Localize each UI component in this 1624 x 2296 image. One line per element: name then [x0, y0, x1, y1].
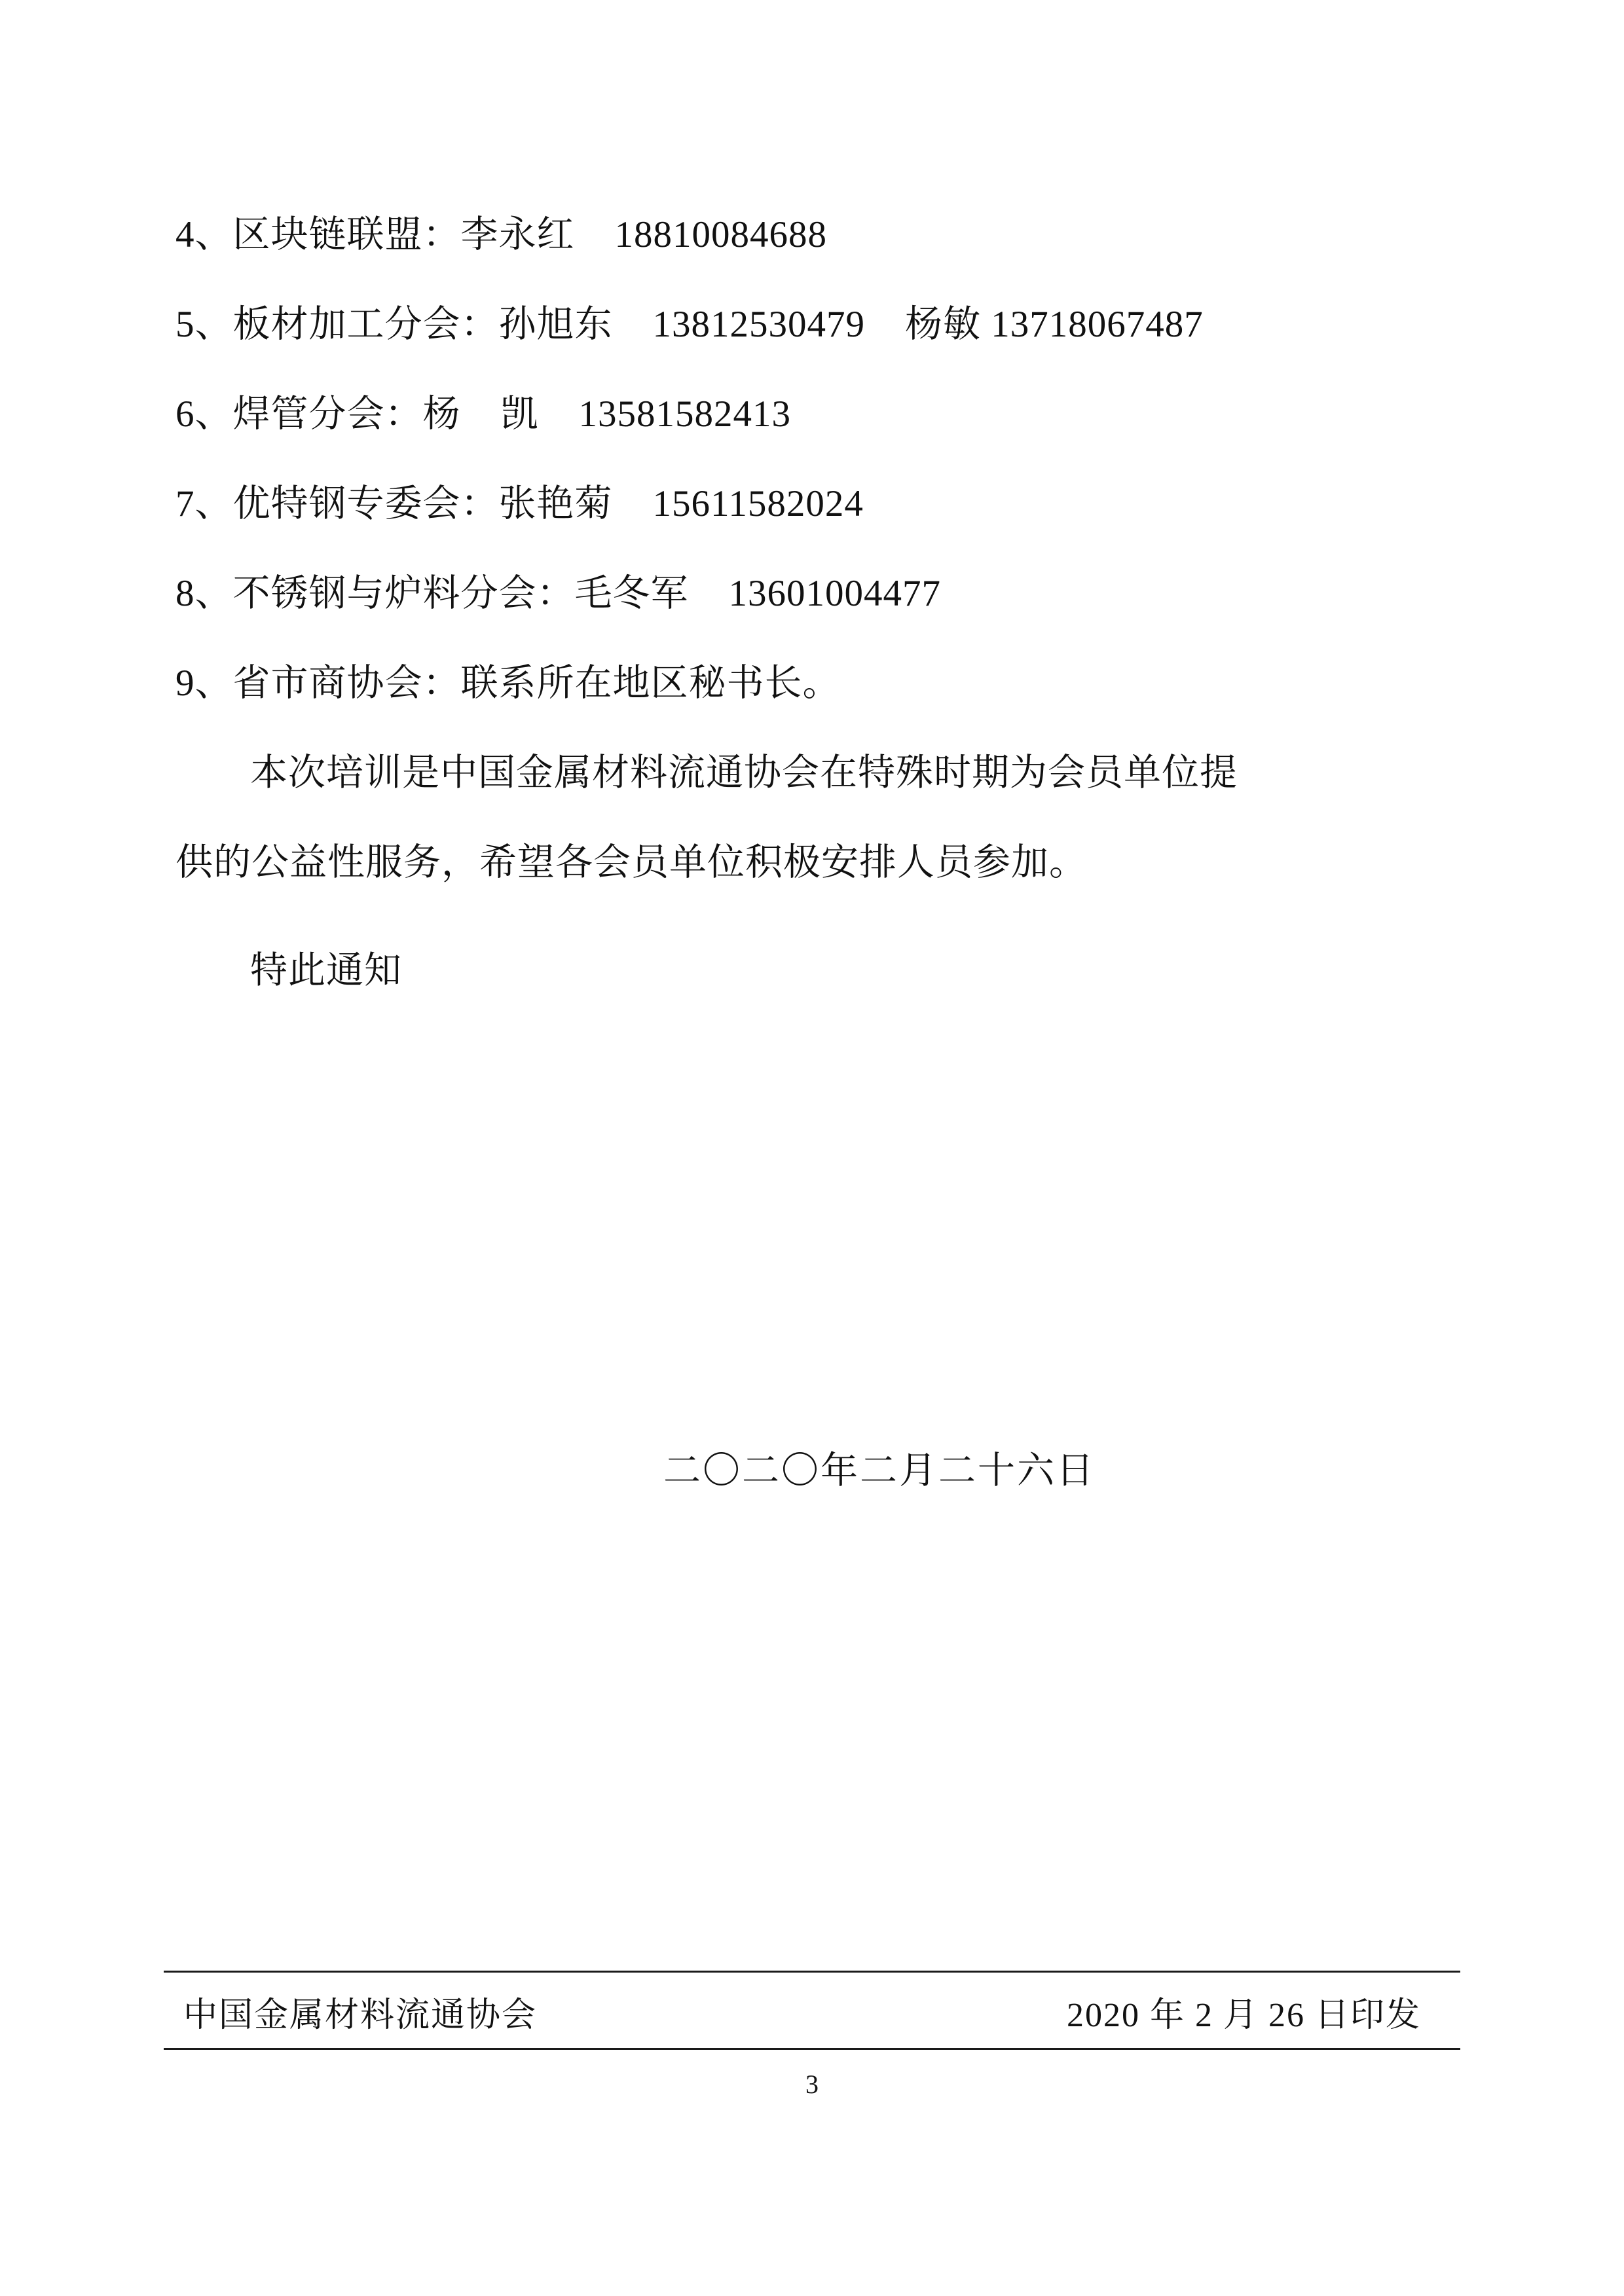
footer-issue-date: 2020 年 2 月 26 日印发	[1066, 1997, 1421, 2034]
list-item: 4、区块链联盟：李永红 18810084688	[175, 214, 827, 255]
body-paragraph-line-2: 供的公益性服务，希望各会员单位积极安排人员参加。	[175, 842, 1087, 883]
list-item: 7、优特钢专委会：张艳菊 15611582024	[175, 483, 864, 524]
document-body	[175, 190, 1446, 1015]
list-item: 6、焊管分会：杨 凯 13581582413	[175, 393, 791, 435]
list-item: 5、板材加工分会：孙旭东 13812530479 杨敏 13718067487	[175, 304, 1204, 345]
footer-divider-bottom	[164, 2048, 1460, 2050]
page-footer	[164, 1971, 1460, 2050]
footer-row	[164, 1973, 1460, 2048]
list-item: 9、省市商协会：联系所在地区秘书长。	[175, 663, 841, 704]
list-item: 8、不锈钢与炉料分会：毛冬军 13601004477	[175, 573, 941, 614]
document-date: 二〇二〇年二月二十六日	[663, 1450, 1096, 1491]
body-paragraph-line-1: 本次培训是中国金属材料流通协会在特殊时期为会员单位提	[250, 752, 1238, 793]
closing-notice: 特此通知	[250, 950, 402, 991]
footer-issuer: 中国金属材料流通协会	[183, 1997, 538, 2034]
page-number: 3	[805, 2069, 819, 2099]
body-paragraph	[175, 728, 1446, 907]
